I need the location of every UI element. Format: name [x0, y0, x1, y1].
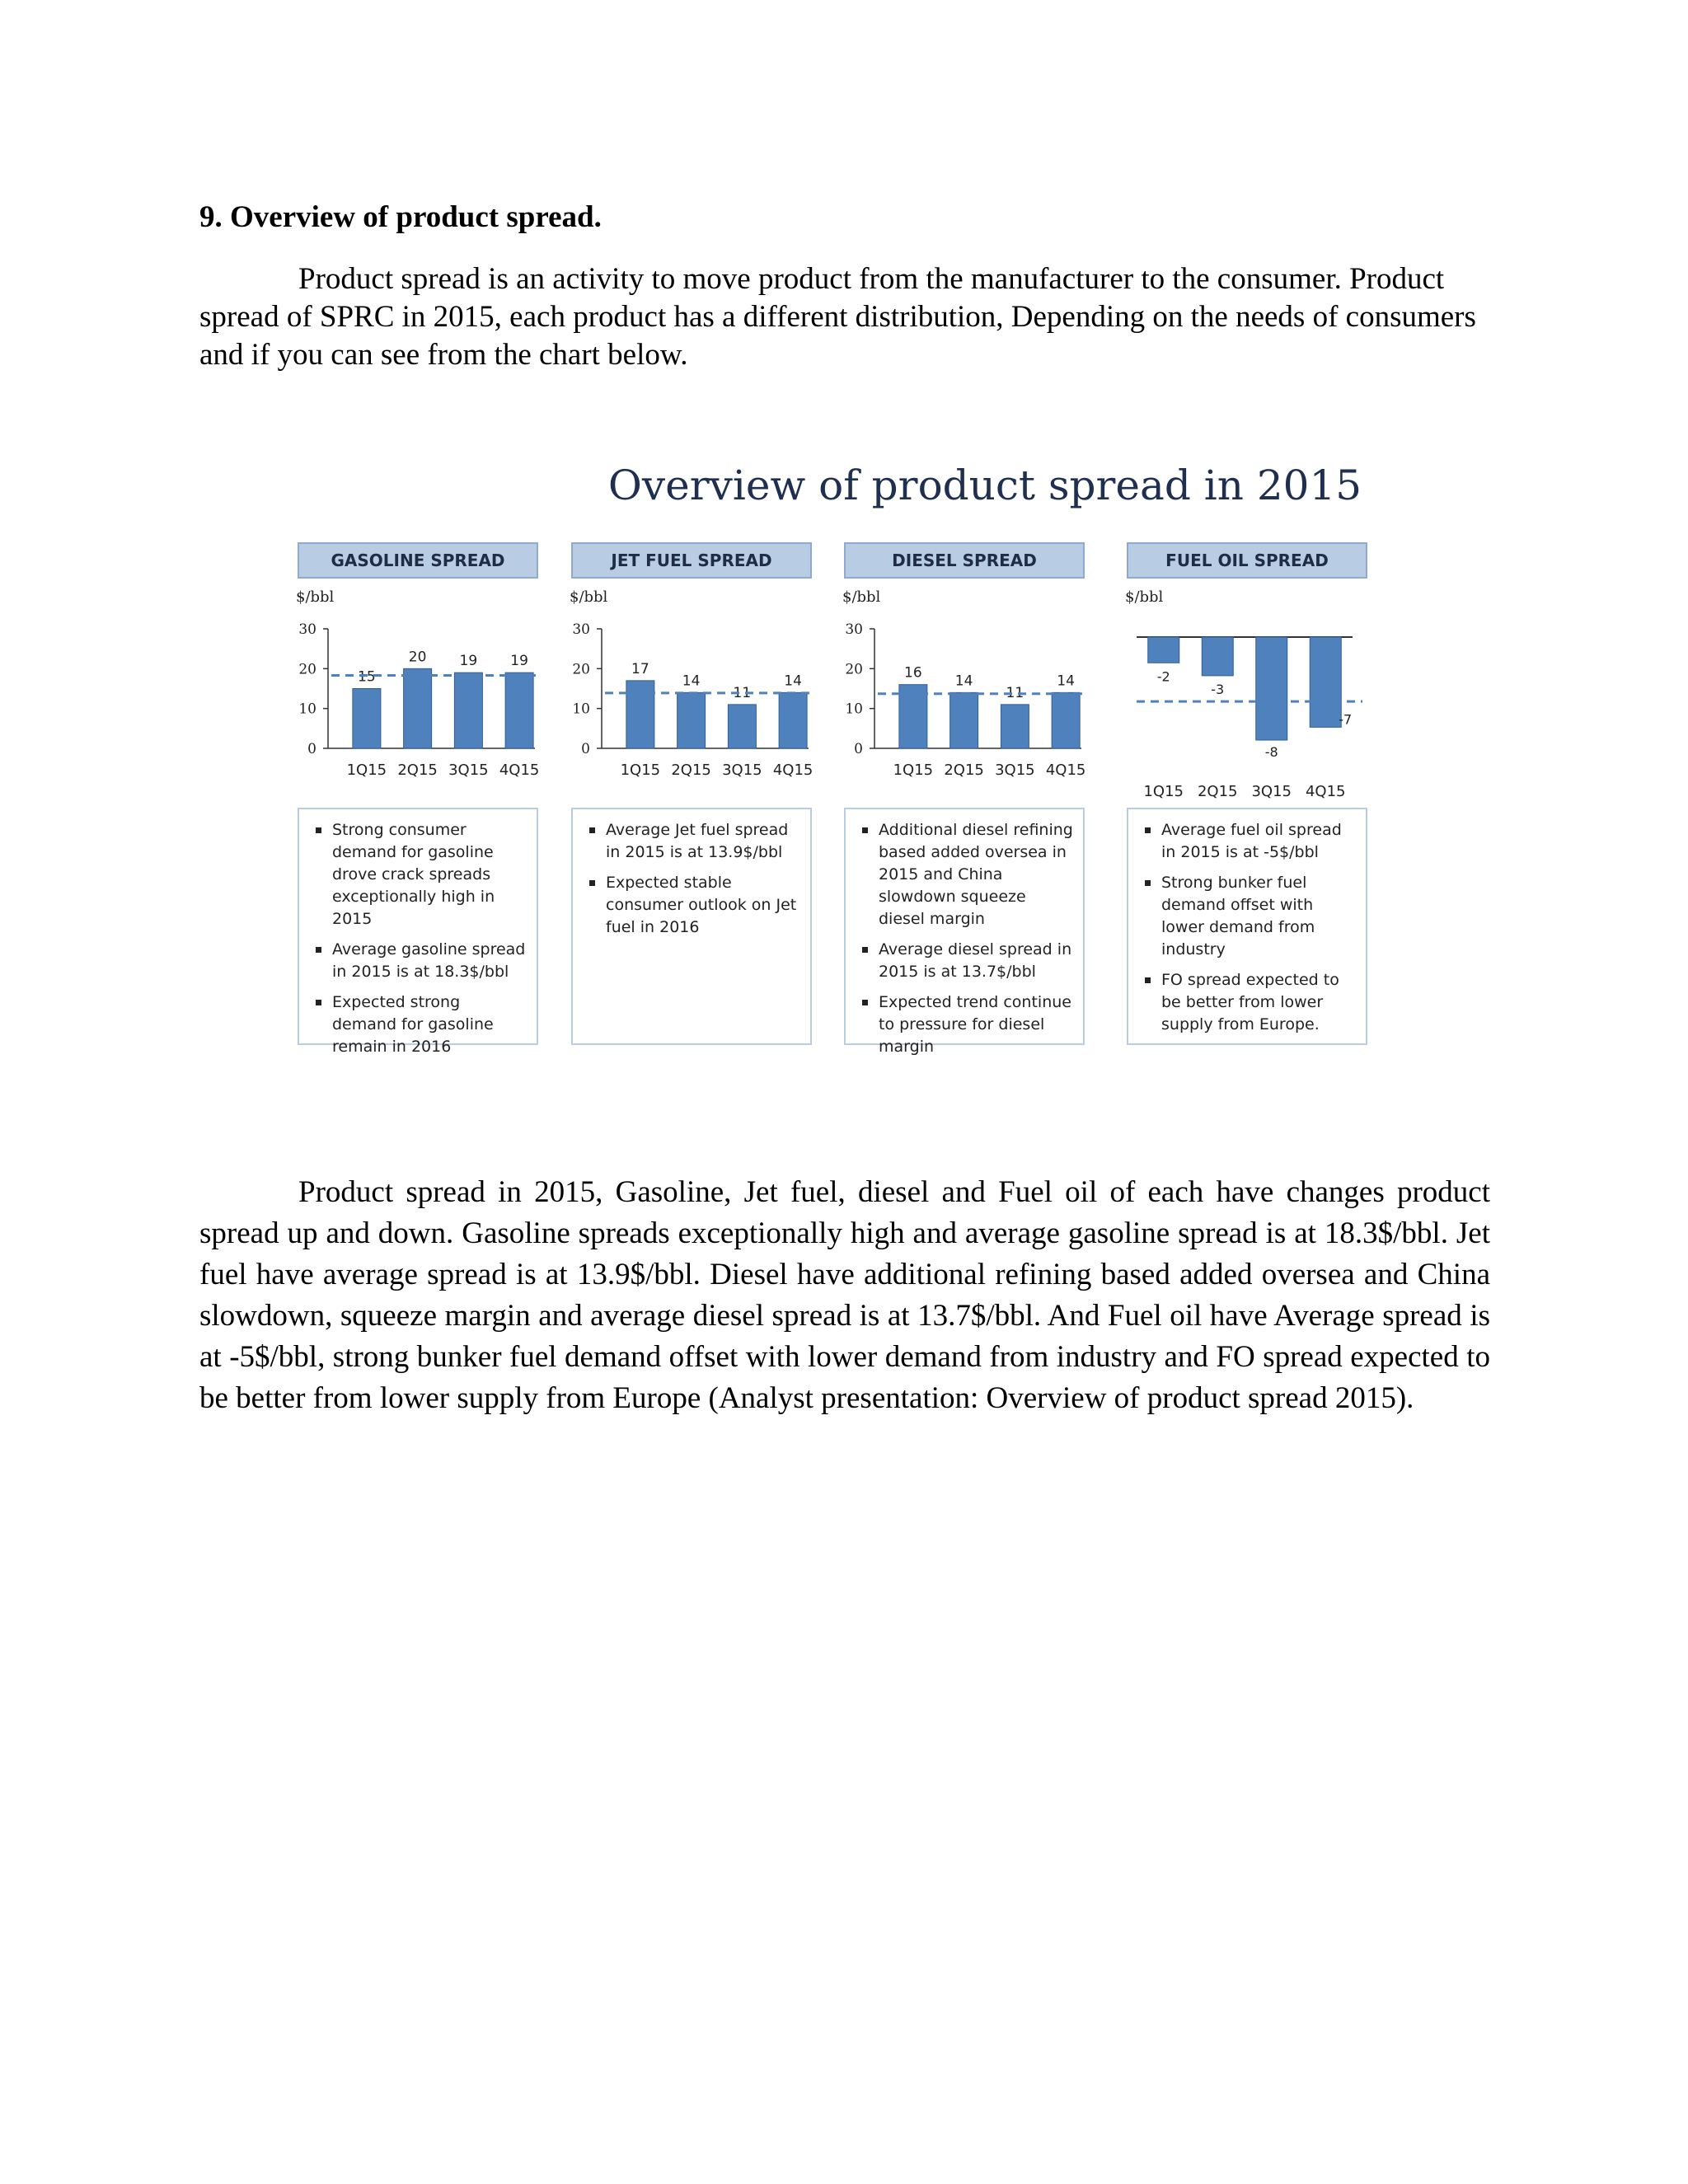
data-label: -2: [1156, 668, 1170, 685]
category-label: 2Q15: [397, 762, 438, 779]
category-label: 1Q15: [346, 762, 387, 779]
y-tick-label: 0: [581, 741, 590, 757]
data-label: 17: [631, 660, 649, 677]
category-label: 1Q15: [893, 762, 934, 779]
data-label: -8: [1264, 744, 1278, 760]
data-label: 20: [408, 649, 427, 666]
note-item: Strong consumer demand for gasoline drove crack spreads exceptionally high in 2015: [332, 819, 527, 930]
note-item: Average fuel oil spread in 2015 is at -5$/bbl: [1161, 819, 1356, 864]
category-label: 2Q15: [1197, 783, 1238, 800]
bar: [404, 668, 432, 748]
bar: [1202, 637, 1233, 676]
jet-fuel-chart: [566, 600, 822, 806]
unit-label: $/bbl: [842, 588, 881, 606]
bar: [728, 705, 756, 748]
figure-title: Overview of product spread in 2015: [607, 462, 1362, 509]
data-label: 19: [459, 653, 478, 670]
bar: [1310, 637, 1341, 727]
note-item: Average diesel spread in 2015 is at 13.7$/bbl: [879, 939, 1073, 983]
data-label: 14: [1057, 673, 1075, 690]
fuel-oil-chart: [1122, 600, 1377, 806]
note-item: FO spread expected to be better from lower supply from Europe.: [1161, 969, 1356, 1036]
diesel-chart: [839, 600, 1095, 806]
bar: [505, 673, 533, 748]
category-label: 3Q15: [448, 762, 489, 779]
bar: [1256, 637, 1287, 740]
category-label: 2Q15: [671, 762, 711, 779]
diesel-panel: [839, 542, 1088, 1094]
data-label: 11: [733, 684, 752, 701]
y-tick-label: 10: [845, 701, 863, 718]
y-tick-label: 20: [572, 661, 590, 678]
jet-fuel-panel: [566, 542, 815, 1094]
bar: [454, 673, 482, 748]
summary-paragraph: Product spread in 2015, Gasoline, Jet fuel, diesel and Fuel oil of each have changes product spread up and down. Gasoline spreads exceptionally high and average gasoline spread is at 18.3$/bbl. Jet fuel have average spread is at 13.9$/bbl. Diesel have additional refining based added oversea and China slowdown, squeeze margin and average diesel spread is at 13.7$/bbl. And Fuel oil have Average spread is at -5$/bbl, strong bunker fuel demand offset with lower demand from industry and FO spread expected to be better from lower supply from Europe (Analyst presentation: Overview of product spread 2015).: [199, 1175, 1490, 1415]
bar: [1148, 637, 1179, 663]
y-tick-label: 30: [845, 621, 863, 638]
bar: [626, 681, 654, 748]
category-label: 1Q15: [1143, 783, 1184, 800]
product-spread-figure: [293, 453, 1381, 1096]
data-label: 11: [1006, 684, 1025, 701]
data-label: 14: [784, 673, 802, 690]
panel-header: GASOLINE SPREAD: [298, 542, 538, 579]
y-tick-label: 10: [572, 701, 590, 718]
intro-paragraph: Product spread is an activity to move product from the manufacturer to the consumer. Product spread of SPRC in 2015, each product has a different distribution, Depending on the needs of consumers and if you can see from the chart below.: [199, 262, 1476, 372]
category-label: 1Q15: [620, 762, 661, 779]
panel-header: FUEL OIL SPREAD: [1127, 542, 1367, 579]
panel-header: JET FUEL SPREAD: [571, 542, 812, 579]
bar: [950, 692, 978, 748]
unit-label: $/bbl: [296, 588, 335, 606]
data-label: 19: [510, 653, 528, 670]
y-tick-label: 0: [854, 741, 863, 757]
notes-box: [844, 808, 1085, 1056]
category-label: 4Q15: [499, 762, 540, 779]
unit-label: $/bbl: [1125, 588, 1164, 606]
data-label: -3: [1211, 681, 1225, 697]
bar: [1001, 705, 1029, 748]
note-item: Strong bunker fuel demand offset with lower demand from industry: [1161, 872, 1356, 961]
note-item: Average Jet fuel spread in 2015 is at 13.9$/bbl: [606, 819, 800, 864]
notes-box: [298, 808, 538, 1056]
category-label: 3Q15: [722, 762, 762, 779]
bar: [779, 692, 807, 748]
category-label: 4Q15: [1045, 762, 1086, 779]
data-label: 16: [904, 664, 922, 682]
data-label: 14: [682, 673, 701, 690]
category-label: 3Q15: [995, 762, 1035, 779]
section-heading: 9. Overview of product spread.: [199, 200, 602, 234]
category-label: 2Q15: [944, 762, 984, 779]
bar: [353, 689, 381, 749]
note-item: Expected trend continue to pressure for diesel margin: [879, 991, 1073, 1058]
data-label: -7: [1339, 711, 1353, 728]
bar: [1052, 692, 1080, 748]
panel-header: DIESEL SPREAD: [844, 542, 1085, 579]
y-tick-label: 30: [572, 621, 590, 638]
y-tick-label: 20: [845, 661, 863, 678]
note-item: Additional diesel refining based added oversea in 2015 and China slowdown squeeze diesel margin: [879, 819, 1073, 930]
notes-box: [1127, 808, 1367, 1045]
note-item: Expected stable consumer outlook on Jet fuel in 2016: [606, 872, 800, 939]
note-item: Expected strong demand for gasoline remain in 2016: [332, 991, 527, 1058]
gasoline-chart: [293, 600, 548, 806]
fuel-oil-panel: [1122, 542, 1371, 1094]
gasoline-panel: [293, 542, 542, 1094]
data-label: 14: [954, 673, 973, 690]
y-tick-label: 0: [307, 741, 316, 757]
y-tick-label: 30: [298, 621, 316, 638]
y-tick-label: 20: [298, 661, 316, 678]
unit-label: $/bbl: [570, 588, 608, 606]
category-label: 3Q15: [1251, 783, 1292, 800]
note-item: Average gasoline spread in 2015 is at 18.3$/bbl: [332, 939, 527, 983]
category-label: 4Q15: [1305, 783, 1346, 800]
notes-box: [571, 808, 812, 1045]
data-label: 15: [358, 668, 376, 686]
bar: [678, 692, 706, 748]
category-label: 4Q15: [772, 762, 814, 779]
y-tick-label: 10: [298, 701, 316, 718]
